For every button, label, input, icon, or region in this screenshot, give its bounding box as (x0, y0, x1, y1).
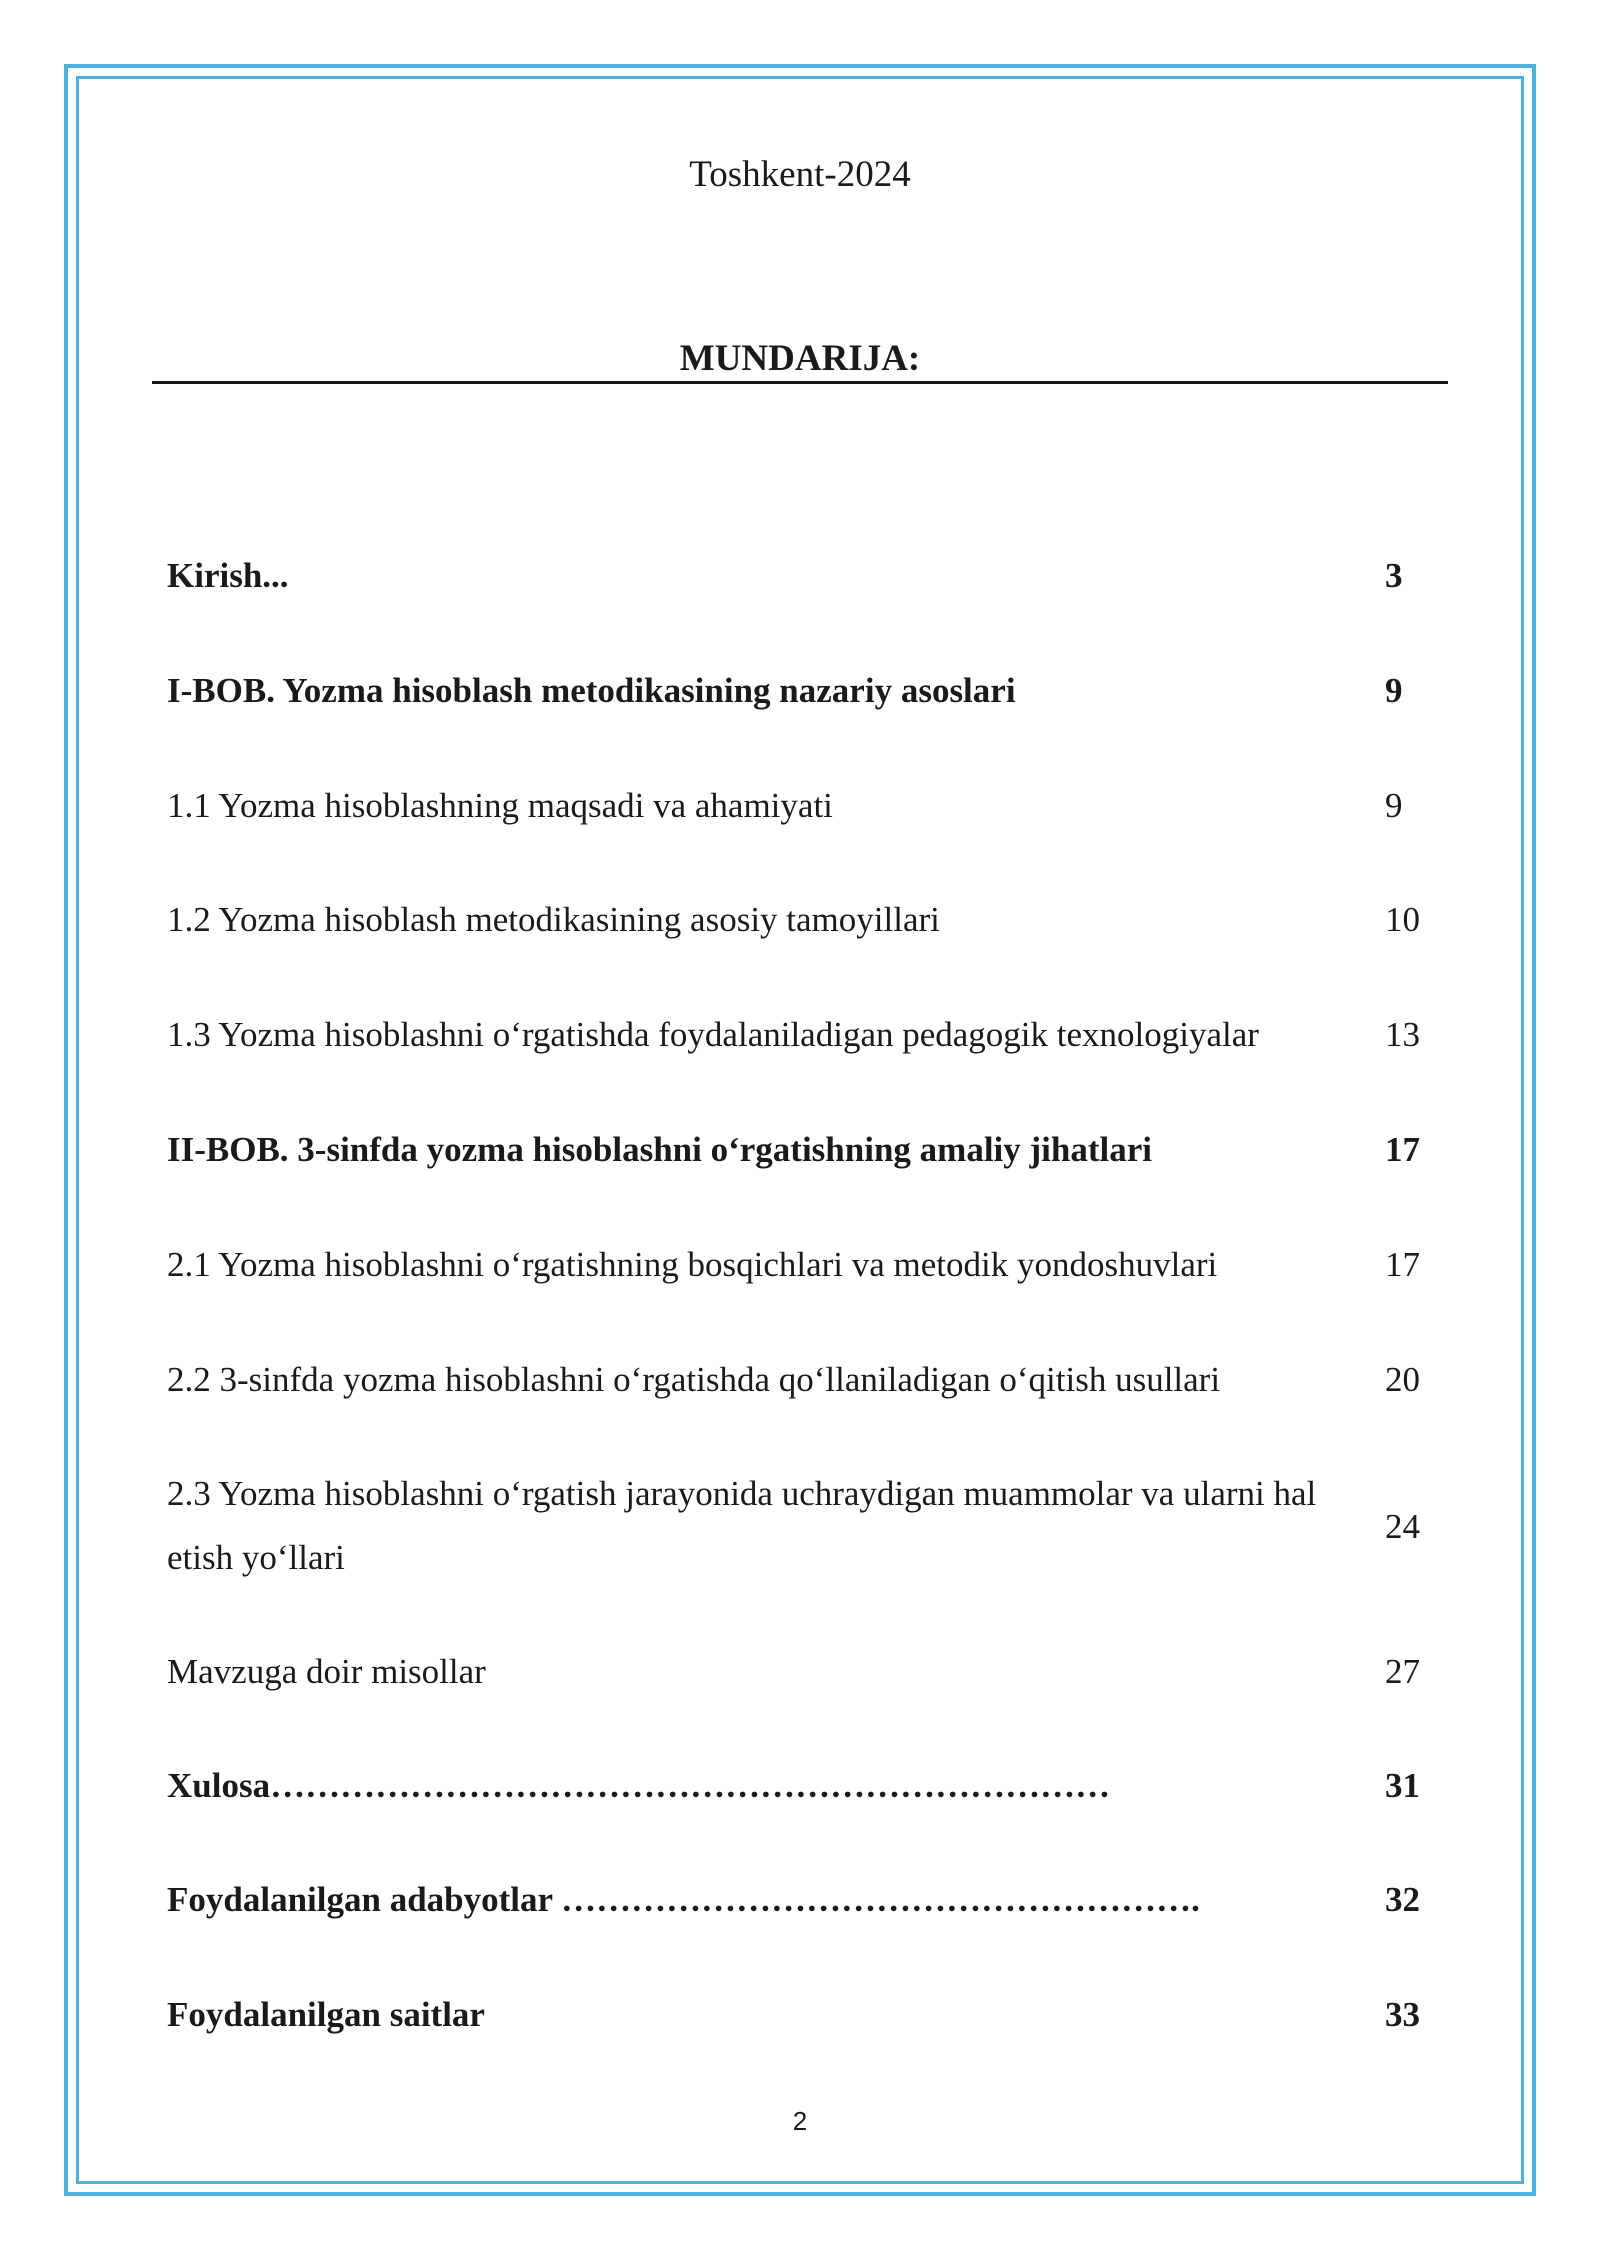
toc-entry-page: 9 (1385, 786, 1403, 825)
toc-entry-page: 31 (1385, 1766, 1420, 1805)
toc-entry-title: Mavzuga doir misollar (167, 1652, 486, 1691)
toc-entry-title: 1.1 Yozma hisoblashning maqsadi va ahamiyati (167, 786, 833, 825)
toc-heading: MUNDARIJA: (679, 338, 921, 379)
toc-entry-page: 17 (1385, 1245, 1420, 1284)
toc-entry-page: 27 (1385, 1652, 1420, 1691)
toc-entry-title: Xulosa……………………………………………………………… (167, 1766, 1111, 1805)
toc-entry-page: 9 (1385, 671, 1403, 710)
toc-entry-page: 17 (1385, 1130, 1420, 1169)
toc-entry-page: 13 (1385, 1015, 1420, 1054)
toc-entry-title: 2.2 3-sinfda yozma hisoblashni o‘rgatishda qo‘llaniladigan o‘qitish usullari (167, 1360, 1221, 1399)
toc-entry-section-2-3 (167, 1462, 1427, 1592)
city-year-line: Toshkent-2024 (689, 154, 911, 195)
toc-entry-title: Foydalanilgan saitlar (167, 1995, 485, 2034)
toc-entry-title: 2.3 Yozma hisoblashni o‘rgatish jarayonida uchraydigan muammolar va ularni hal etish yo‘llari (167, 1474, 1317, 1577)
toc-entry-page: 10 (1385, 900, 1420, 939)
toc-entry-page: 3 (1385, 556, 1403, 595)
toc-entry-title: 2.1 Yozma hisoblashni o‘rgatishning bosqichlari va metodik yondoshuvlari (167, 1245, 1218, 1284)
toc-entry-title: Kirish... (167, 556, 289, 595)
toc-entry-page: 24 (1385, 1507, 1420, 1546)
toc-entry-page: 20 (1385, 1360, 1420, 1399)
toc-entry-title: 1.3 Yozma hisoblashni o‘rgatishda foydalaniladigan pedagogik texnologiyalar (167, 1015, 1259, 1054)
toc-entry-page: 32 (1385, 1880, 1420, 1919)
toc-entry-page: 33 (1385, 1995, 1420, 2034)
heading-underline (152, 381, 1448, 384)
toc-entry-title: II-BOB. 3-sinfda yozma hisoblashni o‘rgatishning amaliy jihatlari (167, 1130, 1153, 1169)
toc-entry-title: Foydalanilgan adabyotlar ………………………………………………. (167, 1880, 1200, 1919)
toc-entry-title: 1.2 Yozma hisoblash metodikasining asosiy tamoyillari (167, 900, 940, 939)
page-number: 2 (792, 2106, 808, 2136)
toc-entry-title: I-BOB. Yozma hisoblash metodikasining nazariy asoslari (167, 671, 1016, 710)
